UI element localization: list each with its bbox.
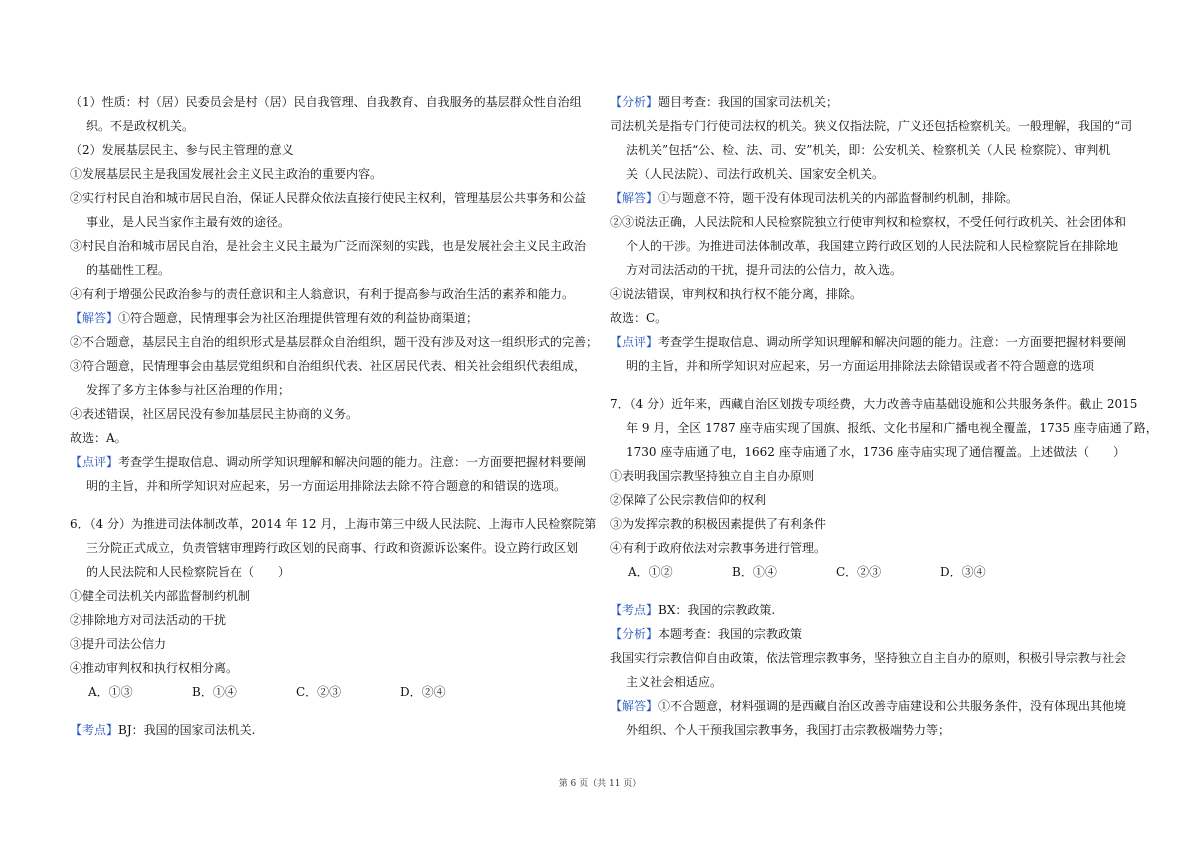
- option-a: A．①③: [88, 685, 133, 699]
- text-line: 关（人民法院）、司法行政机关、国家安全机关。: [626, 167, 885, 181]
- text-line: 明的主旨，并和所学知识对应起来，另一方面运用排除法去除不符合题意的和错误的选项。: [86, 479, 567, 493]
- answer-line: [610, 694, 1130, 718]
- statement-item: ①健全司法机关内部监督制约机制: [70, 589, 251, 603]
- text-line: ③村民自治和城市居民自治，是社会主义民主最为广泛而深刻的实践，也是发展社会主义民主政治: [70, 239, 587, 253]
- knowledge-point-tag: 【考点】: [70, 723, 119, 737]
- option-d: D．②④: [400, 685, 446, 699]
- text-line: 的基础性工程。: [86, 263, 171, 277]
- text-line: ②不合题意，基层民主自治的组织形式是基层群众自治组织，题干没有涉及对这一组织形式的完善；: [70, 335, 599, 349]
- analysis-line: [610, 90, 1130, 114]
- knowledge-point-tag: 【考点】: [610, 603, 659, 617]
- comment-tag: 【点评】: [70, 455, 119, 469]
- text-line: 发挥了多方主体参与社区治理的作用；: [86, 383, 291, 397]
- answer-options: [610, 560, 1130, 584]
- text-line: （1）性质：村（居）民委员会是村（居）民自我管理、自我教育、自我服务的基层群众性自治组: [70, 95, 582, 109]
- text-line: 1730 座寺庙通了电，1662 座寺庙通了水，1736 座寺庙实现了通信覆盖。上述做法（ ）: [626, 445, 1126, 459]
- knowledge-point-line: [610, 598, 1130, 622]
- comment-tag: 【点评】: [610, 335, 659, 349]
- text-line: ④说法错误，审判权和执行权不能分离，排除。: [610, 287, 863, 301]
- text-line: （2）发展基层民主、参与民主管理的意义: [70, 143, 294, 157]
- answer-tag: 【解答】: [610, 699, 659, 713]
- text-line: ④有利于增强公民政治参与的责任意识和主人翁意识，有利于提高参与政治生活的素养和能力。: [70, 287, 575, 301]
- answer-text: ①与题意不符，题干没有体现司法机关的内部监督制约机制，排除。: [658, 191, 1019, 205]
- statement-item: ④有利于政府依法对宗教事务进行管理。: [610, 541, 827, 555]
- text-line: 事业，是人民当家作主最有效的途径。: [86, 215, 291, 229]
- text-line: 方对司法活动的干扰，提升司法的公信力，故入选。: [626, 263, 903, 277]
- text-line: 故选：A。: [70, 431, 127, 445]
- text-line: 三分院正式成立，负责管辖审理跨行政区划的民商事、行政和资源诉讼案件。设立跨行政区划: [86, 541, 579, 555]
- knowledge-point-line: [70, 718, 590, 742]
- option-b: B．①④: [732, 565, 777, 579]
- knowledge-point-text: BX：我国的宗教政策.: [658, 603, 776, 617]
- left-column: [70, 90, 599, 742]
- analysis-tag: 【分析】: [610, 627, 659, 641]
- text-line: 法机关”包括“公、检、法、司、安”机关，即：公安机关、检察机关（人民 检察院）、审判机: [626, 143, 1111, 157]
- comment-line: [70, 450, 590, 474]
- option-d: D．③④: [940, 565, 986, 579]
- text-line: ②实行村民自治和城市居民自治，保证人民群众依法直接行使民主权利，管理基层公共事务和公益: [70, 191, 587, 205]
- statement-item: ②保障了公民宗教信仰的权利: [610, 493, 767, 507]
- statement-item: ②排除地方对司法活动的干扰: [70, 613, 227, 627]
- statement-item: ①表明我国宗教坚持独立自主自办原则: [610, 469, 815, 483]
- text-line: 故选：C。: [610, 311, 668, 325]
- statement-item: ③为发挥宗教的积极因素提供了有利条件: [610, 517, 827, 531]
- text-line: 我国实行宗教信仰自由政策，依法管理宗教事务，坚持独立自主自办的原则，积极引导宗教与社会: [610, 651, 1127, 665]
- option-c: C．②③: [296, 685, 342, 699]
- page-number-footer: 第 6 页（共 11 页）: [558, 779, 642, 789]
- text-line: 主义社会相适应。: [626, 675, 723, 689]
- right-column: [610, 90, 1158, 742]
- analysis-tag: 【分析】: [610, 95, 659, 109]
- text-line: ②③说法正确，人民法院和人民检察院独立行使审判权和检察权，不受任何行政机关、社会团体和: [610, 215, 1127, 229]
- answer-tag: 【解答】: [610, 191, 659, 205]
- analysis-text: 题目考查：我国的国家司法机关；: [658, 95, 839, 109]
- knowledge-point-text: BJ：我国的国家司法机关.: [118, 723, 256, 737]
- analysis-text: 本题考查：我国的宗教政策: [658, 627, 803, 641]
- text-line: 年 9 月，全区 1787 座寺庙实现了国旗、报纸、文化书屋和广播电视全覆盖，1735 座寺庙通了路，: [626, 421, 1158, 435]
- answer-tag: 【解答】: [70, 311, 119, 325]
- text-line: ④表述错误，社区居民没有参加基层民主协商的义务。: [70, 407, 359, 421]
- statement-item: ④推动审判权和执行权相分离。: [70, 661, 239, 675]
- question-7-stem: 7．（4 分）近年来，西藏自治区划拨专项经费，大力改善寺庙基础设施和公共服务条件。截止 2015: [610, 397, 1138, 411]
- answer-text: ①符合题意，民情理事会为社区治理提供管理有效的利益协商渠道；: [118, 311, 479, 325]
- text-line: ③符合题意，民情理事会由基层党组织和自治组织代表、社区居民代表、相关社会组织代表组成，: [70, 359, 587, 373]
- comment-text: 考查学生提取信息、调动所学知识理解和解决问题的能力。注意：一方面要把握材料要阐: [118, 455, 587, 469]
- question-6-stem: 6．（4 分）为推进司法体制改革，2014 年 12 月，上海市第三中级人民法院、上海市人民检察院第: [70, 517, 597, 531]
- comment-line: [610, 330, 1130, 354]
- text-line: 的人民法院和人民检察院旨在（ ）: [86, 565, 291, 579]
- text-line: 个人的干涉。为推进司法体制改革，我国建立跨行政区划的人民法院和人民检察院旨在排除地: [626, 239, 1119, 253]
- option-a: A．①②: [628, 565, 673, 579]
- option-b: B．①④: [192, 685, 237, 699]
- answer-line: [70, 306, 590, 330]
- text-line: 司法机关是指专门行使司法权的机关。狭义仅指法院，广义还包括检察机关。一般理解，我国的“司: [610, 119, 1133, 133]
- answer-options: [70, 680, 590, 704]
- text-line: 外组织、个人干预我国宗教事务，我国打击宗教极端势力等；: [626, 723, 951, 737]
- answer-line: [610, 186, 1130, 210]
- text-line: 织。不是政权机关。: [86, 119, 195, 133]
- option-c: C．②③: [836, 565, 882, 579]
- text-line: ①发展基层民主是我国发展社会主义民主政治的重要内容。: [70, 167, 383, 181]
- statement-item: ③提升司法公信力: [70, 637, 167, 651]
- text-line: 明的主旨，并和所学知识对应起来，另一方面运用排除法去除错误或者不符合题意的选项: [626, 359, 1095, 373]
- comment-text: 考查学生提取信息、调动所学知识理解和解决问题的能力。注意：一方面要把握材料要阐: [658, 335, 1127, 349]
- answer-text: ①不合题意，材料强调的是西藏自治区改善寺庙建设和公共服务条件，没有体现出其他境: [658, 699, 1127, 713]
- analysis-line: [610, 622, 1130, 646]
